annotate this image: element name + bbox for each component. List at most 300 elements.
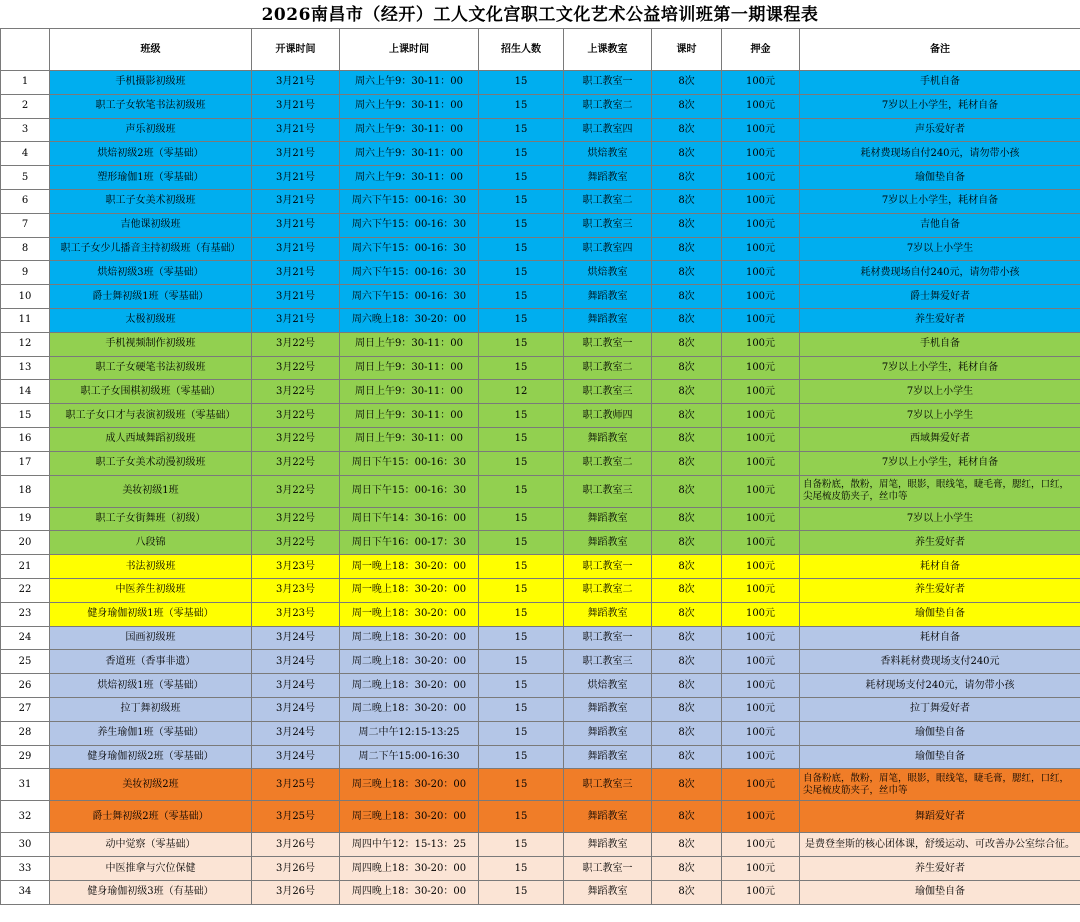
table-row: [1, 356, 1080, 380]
class-time: 周六上午9：30-11：00: [340, 118, 479, 142]
deposit: 100元: [722, 308, 800, 332]
sessions: 8次: [652, 857, 722, 881]
class-time: 周三晚上18：30-20：00: [340, 801, 479, 833]
class-name: 国画初级班: [50, 626, 252, 650]
table-row: [1, 674, 1080, 698]
class-name: 烘焙初级1班（零基础）: [50, 674, 252, 698]
remark: 耗材自备: [800, 555, 1080, 579]
sessions: 8次: [652, 427, 722, 451]
class-time: 周日上午9：30-11：00: [340, 380, 479, 404]
deposit: 100元: [722, 189, 800, 213]
start-date: 3月22号: [252, 356, 340, 380]
row-index: 3: [1, 118, 50, 142]
table-row: [1, 626, 1080, 650]
start-date: 3月26号: [252, 880, 340, 904]
start-date: 3月25号: [252, 769, 340, 801]
remark: 耗材费现场自付240元，请勿带小孩: [800, 261, 1080, 285]
remark: 舞蹈爱好者: [800, 801, 1080, 833]
enrollment: 15: [479, 332, 564, 356]
enrollment: 15: [479, 94, 564, 118]
row-index: 20: [1, 531, 50, 555]
class-name: 香道班（香事非遗）: [50, 650, 252, 674]
sessions: 8次: [652, 602, 722, 626]
sessions: 8次: [652, 356, 722, 380]
remark: 瑜伽垫自备: [800, 880, 1080, 904]
row-index: 32: [1, 801, 50, 833]
table-row: [1, 71, 1080, 95]
class-name: 美妆初级2班: [50, 769, 252, 801]
class-name: 塑形瑜伽1班（零基础）: [50, 166, 252, 190]
classroom: 职工教室一: [564, 555, 652, 579]
start-date: 3月21号: [252, 261, 340, 285]
deposit: 100元: [722, 880, 800, 904]
class-name: 养生瑜伽1班（零基础）: [50, 721, 252, 745]
class-name: 美妆初级1班: [50, 475, 252, 507]
classroom: 职工教室二: [564, 189, 652, 213]
header-deposit: 押金: [722, 29, 800, 71]
schedule-table: [0, 28, 1080, 905]
sessions: 8次: [652, 745, 722, 769]
deposit: 100元: [722, 674, 800, 698]
row-index: 13: [1, 356, 50, 380]
remark: 手机自备: [800, 332, 1080, 356]
class-name: 职工子女街舞班（初级）: [50, 507, 252, 531]
deposit: 100元: [722, 626, 800, 650]
enrollment: 15: [479, 189, 564, 213]
table-row: [1, 237, 1080, 261]
deposit: 100元: [722, 427, 800, 451]
deposit: 100元: [722, 650, 800, 674]
class-name: 八段锦: [50, 531, 252, 555]
deposit: 100元: [722, 578, 800, 602]
class-time: 周六上午9：30-11：00: [340, 71, 479, 95]
class-time: 周六下午15：00-16：30: [340, 237, 479, 261]
sessions: 8次: [652, 285, 722, 309]
enrollment: 15: [479, 555, 564, 579]
classroom: 舞蹈教室: [564, 880, 652, 904]
enrollment: 15: [479, 769, 564, 801]
remark: 西域舞爱好者: [800, 427, 1080, 451]
start-date: 3月23号: [252, 555, 340, 579]
table-row: [1, 118, 1080, 142]
deposit: 100元: [722, 166, 800, 190]
remark: 吉他自备: [800, 213, 1080, 237]
row-index: 19: [1, 507, 50, 531]
classroom: 舞蹈教室: [564, 507, 652, 531]
start-date: 3月21号: [252, 308, 340, 332]
classroom: 舞蹈教室: [564, 745, 652, 769]
enrollment: 12: [479, 380, 564, 404]
sessions: 8次: [652, 475, 722, 507]
deposit: 100元: [722, 71, 800, 95]
classroom: 舞蹈教室: [564, 801, 652, 833]
start-date: 3月21号: [252, 142, 340, 166]
row-index: 7: [1, 213, 50, 237]
table-row: [1, 857, 1080, 881]
class-name: 中医养生初级班: [50, 578, 252, 602]
classroom: 职工教室四: [564, 237, 652, 261]
remark: 7岁以上小学生，耗材自备: [800, 356, 1080, 380]
enrollment: 15: [479, 602, 564, 626]
deposit: 100元: [722, 118, 800, 142]
table-row: [1, 380, 1080, 404]
remark: 耗材自备: [800, 626, 1080, 650]
classroom: 舞蹈教室: [564, 427, 652, 451]
start-date: 3月23号: [252, 578, 340, 602]
class-time: 周二晚上18：30-20：00: [340, 650, 479, 674]
header-index: [1, 29, 50, 71]
class-time: 周二下午15:00-16:30: [340, 745, 479, 769]
start-date: 3月21号: [252, 94, 340, 118]
classroom: 职工教室一: [564, 626, 652, 650]
table-row: [1, 166, 1080, 190]
table-row: [1, 427, 1080, 451]
table-row: [1, 261, 1080, 285]
table-row: [1, 880, 1080, 904]
class-name: 烘焙初级3班（零基础）: [50, 261, 252, 285]
table-row: [1, 475, 1080, 507]
deposit: 100元: [722, 507, 800, 531]
remark: 瑜伽垫自备: [800, 602, 1080, 626]
remark: 7岁以上小学生，耗材自备: [800, 451, 1080, 475]
enrollment: 15: [479, 507, 564, 531]
start-date: 3月21号: [252, 118, 340, 142]
start-date: 3月21号: [252, 71, 340, 95]
classroom: 职工教室二: [564, 451, 652, 475]
start-date: 3月21号: [252, 166, 340, 190]
sessions: 8次: [652, 166, 722, 190]
class-time: 周日下午16：00-17：30: [340, 531, 479, 555]
enrollment: 15: [479, 261, 564, 285]
table-row: [1, 142, 1080, 166]
start-date: 3月26号: [252, 857, 340, 881]
start-date: 3月22号: [252, 380, 340, 404]
table-row: [1, 213, 1080, 237]
sessions: 8次: [652, 380, 722, 404]
start-date: 3月21号: [252, 237, 340, 261]
row-index: 22: [1, 578, 50, 602]
remark: 7岁以上小学生: [800, 237, 1080, 261]
remark: 养生爱好者: [800, 531, 1080, 555]
deposit: 100元: [722, 237, 800, 261]
table-row: [1, 189, 1080, 213]
classroom: 舞蹈教室: [564, 285, 652, 309]
deposit: 100元: [722, 332, 800, 356]
start-date: 3月24号: [252, 697, 340, 721]
deposit: 100元: [722, 94, 800, 118]
header-row: [1, 29, 1080, 71]
sessions: 8次: [652, 674, 722, 698]
remark: 瑜伽垫自备: [800, 721, 1080, 745]
classroom: 舞蹈教室: [564, 166, 652, 190]
enrollment: 15: [479, 745, 564, 769]
classroom: 舞蹈教室: [564, 697, 652, 721]
remark: 养生爱好者: [800, 308, 1080, 332]
start-date: 3月22号: [252, 475, 340, 507]
deposit: 100元: [722, 451, 800, 475]
row-index: 29: [1, 745, 50, 769]
row-index: 25: [1, 650, 50, 674]
deposit: 100元: [722, 531, 800, 555]
class-name: 职工子女围棋初级班（零基础）: [50, 380, 252, 404]
sessions: 8次: [652, 578, 722, 602]
class-name: 中医推拿与穴位保健: [50, 857, 252, 881]
classroom: 职工教室三: [564, 213, 652, 237]
row-index: 9: [1, 261, 50, 285]
remark: 耗材费现场自付240元，请勿带小孩: [800, 142, 1080, 166]
class-name: 手机摄影初级班: [50, 71, 252, 95]
class-name: 职工子女少儿播音主持初级班（有基础）: [50, 237, 252, 261]
start-date: 3月22号: [252, 332, 340, 356]
class-time: 周六下午15：00-16：30: [340, 285, 479, 309]
class-name: 爵士舞初级2班（零基础）: [50, 801, 252, 833]
class-time: 周一晚上18：30-20：00: [340, 578, 479, 602]
remark: 7岁以上小学生: [800, 507, 1080, 531]
table-row: [1, 531, 1080, 555]
start-date: 3月22号: [252, 451, 340, 475]
row-index: 27: [1, 697, 50, 721]
classroom: 职工教室二: [564, 94, 652, 118]
sessions: 8次: [652, 697, 722, 721]
class-time: 周六晚上18：30-20：00: [340, 308, 479, 332]
table-row: [1, 745, 1080, 769]
enrollment: 15: [479, 285, 564, 309]
sessions: 8次: [652, 833, 722, 857]
enrollment: 15: [479, 697, 564, 721]
header-sessions: 课时: [652, 29, 722, 71]
sessions: 8次: [652, 507, 722, 531]
classroom: 职工教室二: [564, 578, 652, 602]
deposit: 100元: [722, 857, 800, 881]
table-row: [1, 697, 1080, 721]
classroom: 烘焙教室: [564, 142, 652, 166]
deposit: 100元: [722, 356, 800, 380]
table-row: [1, 404, 1080, 428]
table-row: [1, 769, 1080, 801]
enrollment: 15: [479, 650, 564, 674]
sessions: 8次: [652, 308, 722, 332]
classroom: 舞蹈教室: [564, 833, 652, 857]
start-date: 3月21号: [252, 285, 340, 309]
remark: 7岁以上小学生，耗材自备: [800, 189, 1080, 213]
classroom: 舞蹈教室: [564, 531, 652, 555]
sessions: 8次: [652, 142, 722, 166]
enrollment: 15: [479, 237, 564, 261]
class-name: 太极初级班: [50, 308, 252, 332]
row-index: 24: [1, 626, 50, 650]
enrollment: 15: [479, 626, 564, 650]
remark: 爵士舞爱好者: [800, 285, 1080, 309]
class-time: 周三晚上18：30-20：00: [340, 769, 479, 801]
sessions: 8次: [652, 94, 722, 118]
class-time: 周六上午9：30-11：00: [340, 142, 479, 166]
sessions: 8次: [652, 261, 722, 285]
start-date: 3月22号: [252, 507, 340, 531]
class-name: 吉他课初级班: [50, 213, 252, 237]
start-date: 3月21号: [252, 213, 340, 237]
remark: 自备粉底，散粉，眉笔，眼影，眼线笔，睫毛膏，腮红，口红，尖尾梳皮筋夹子，丝巾等: [800, 769, 1080, 801]
enrollment: 15: [479, 427, 564, 451]
class-name: 健身瑜伽初级1班（零基础）: [50, 602, 252, 626]
class-time: 周日下午15：00-16：30: [340, 475, 479, 507]
start-date: 3月24号: [252, 745, 340, 769]
row-index: 31: [1, 769, 50, 801]
deposit: 100元: [722, 769, 800, 801]
enrollment: 15: [479, 833, 564, 857]
row-index: 12: [1, 332, 50, 356]
enrollment: 15: [479, 674, 564, 698]
enrollment: 15: [479, 880, 564, 904]
sessions: 8次: [652, 555, 722, 579]
remark: 瑜伽垫自备: [800, 166, 1080, 190]
sessions: 8次: [652, 118, 722, 142]
sessions: 8次: [652, 237, 722, 261]
class-time: 周六上午9：30-11：00: [340, 94, 479, 118]
class-time: 周二中午12:15-13:25: [340, 721, 479, 745]
remark: 香料耗材费现场支付240元: [800, 650, 1080, 674]
class-time: 周四晚上18：30-20：00: [340, 857, 479, 881]
remark: 7岁以上小学生，耗材自备: [800, 94, 1080, 118]
row-index: 8: [1, 237, 50, 261]
start-date: 3月24号: [252, 626, 340, 650]
deposit: 100元: [722, 213, 800, 237]
deposit: 100元: [722, 261, 800, 285]
deposit: 100元: [722, 833, 800, 857]
page-title: 2026南昌市（经开）工人文化宫职工文化艺术公益培训班第一期课程表: [261, 5, 819, 25]
sessions: 8次: [652, 769, 722, 801]
class-time: 周日上午9：30-11：00: [340, 332, 479, 356]
enrollment: 15: [479, 213, 564, 237]
sessions: 8次: [652, 531, 722, 555]
deposit: 100元: [722, 380, 800, 404]
class-time: 周日上午9：30-11：00: [340, 356, 479, 380]
header-classroom: 上课教室: [564, 29, 652, 71]
deposit: 100元: [722, 285, 800, 309]
deposit: 100元: [722, 801, 800, 833]
remark: 7岁以上小学生: [800, 404, 1080, 428]
classroom: 烘焙教室: [564, 261, 652, 285]
start-date: 3月26号: [252, 833, 340, 857]
table-row: [1, 555, 1080, 579]
class-name: 职工子女硬笔书法初级班: [50, 356, 252, 380]
table-row: [1, 650, 1080, 674]
class-time: 周日下午14：30-16：00: [340, 507, 479, 531]
start-date: 3月21号: [252, 189, 340, 213]
class-time: 周一晚上18：30-20：00: [340, 602, 479, 626]
table-row: [1, 285, 1080, 309]
sessions: 8次: [652, 721, 722, 745]
classroom: 职工教室三: [564, 475, 652, 507]
table-row: [1, 507, 1080, 531]
classroom: 职工教室三: [564, 650, 652, 674]
enrollment: 15: [479, 142, 564, 166]
start-date: 3月24号: [252, 674, 340, 698]
row-index: 30: [1, 833, 50, 857]
header-class-time: 上课时间: [340, 29, 479, 71]
row-index: 23: [1, 602, 50, 626]
classroom: 职工教室一: [564, 857, 652, 881]
remark: 瑜伽垫自备: [800, 745, 1080, 769]
class-time: 周六上午9：30-11：00: [340, 166, 479, 190]
class-name: 健身瑜伽初级2班（零基础）: [50, 745, 252, 769]
classroom: 职工教师四: [564, 404, 652, 428]
deposit: 100元: [722, 404, 800, 428]
table-row: [1, 332, 1080, 356]
row-index: 4: [1, 142, 50, 166]
class-time: 周二晚上18：30-20：00: [340, 674, 479, 698]
class-time: 周二晚上18：30-20：00: [340, 626, 479, 650]
row-index: 18: [1, 475, 50, 507]
deposit: 100元: [722, 721, 800, 745]
header-remarks: 备注: [800, 29, 1080, 71]
classroom: 职工教室一: [564, 332, 652, 356]
class-time: 周日上午9：30-11：00: [340, 404, 479, 428]
table-row: [1, 801, 1080, 833]
row-index: 10: [1, 285, 50, 309]
remark: 养生爱好者: [800, 578, 1080, 602]
start-date: 3月22号: [252, 427, 340, 451]
sessions: 8次: [652, 213, 722, 237]
start-date: 3月22号: [252, 531, 340, 555]
classroom: 职工教室三: [564, 380, 652, 404]
classroom: 烘焙教室: [564, 674, 652, 698]
class-name: 职工子女美术动漫初级班: [50, 451, 252, 475]
row-index: 16: [1, 427, 50, 451]
sessions: 8次: [652, 451, 722, 475]
start-date: 3月23号: [252, 602, 340, 626]
enrollment: 15: [479, 451, 564, 475]
enrollment: 15: [479, 801, 564, 833]
enrollment: 15: [479, 356, 564, 380]
class-time: 周日下午15：00-16：30: [340, 451, 479, 475]
table-row: [1, 721, 1080, 745]
row-index: 2: [1, 94, 50, 118]
classroom: 舞蹈教室: [564, 721, 652, 745]
class-name: 烘焙初级2班（零基础）: [50, 142, 252, 166]
enrollment: 15: [479, 308, 564, 332]
sessions: 8次: [652, 404, 722, 428]
table-row: [1, 451, 1080, 475]
start-date: 3月25号: [252, 801, 340, 833]
class-name: 职工子女口才与表演初级班（零基础）: [50, 404, 252, 428]
row-index: 34: [1, 880, 50, 904]
class-time: 周六下午15：00-16：30: [340, 213, 479, 237]
enrollment: 15: [479, 404, 564, 428]
class-name: 健身瑜伽初级3班（有基础）: [50, 880, 252, 904]
sessions: 8次: [652, 626, 722, 650]
row-index: 33: [1, 857, 50, 881]
classroom: 舞蹈教室: [564, 602, 652, 626]
remark: 耗材现场支付240元，请勿带小孩: [800, 674, 1080, 698]
sessions: 8次: [652, 650, 722, 674]
sessions: 8次: [652, 801, 722, 833]
header-enrollment: 招生人数: [479, 29, 564, 71]
deposit: 100元: [722, 475, 800, 507]
header-class: 班级: [50, 29, 252, 71]
enrollment: 15: [479, 857, 564, 881]
class-name: 职工子女美术初级班: [50, 189, 252, 213]
row-index: 6: [1, 189, 50, 213]
sessions: 8次: [652, 880, 722, 904]
classroom: 职工教室三: [564, 769, 652, 801]
enrollment: 15: [479, 71, 564, 95]
classroom: 舞蹈教室: [564, 308, 652, 332]
enrollment: 15: [479, 721, 564, 745]
row-index: 15: [1, 404, 50, 428]
table-row: [1, 602, 1080, 626]
remark: 声乐爱好者: [800, 118, 1080, 142]
class-name: 爵士舞初级1班（零基础）: [50, 285, 252, 309]
